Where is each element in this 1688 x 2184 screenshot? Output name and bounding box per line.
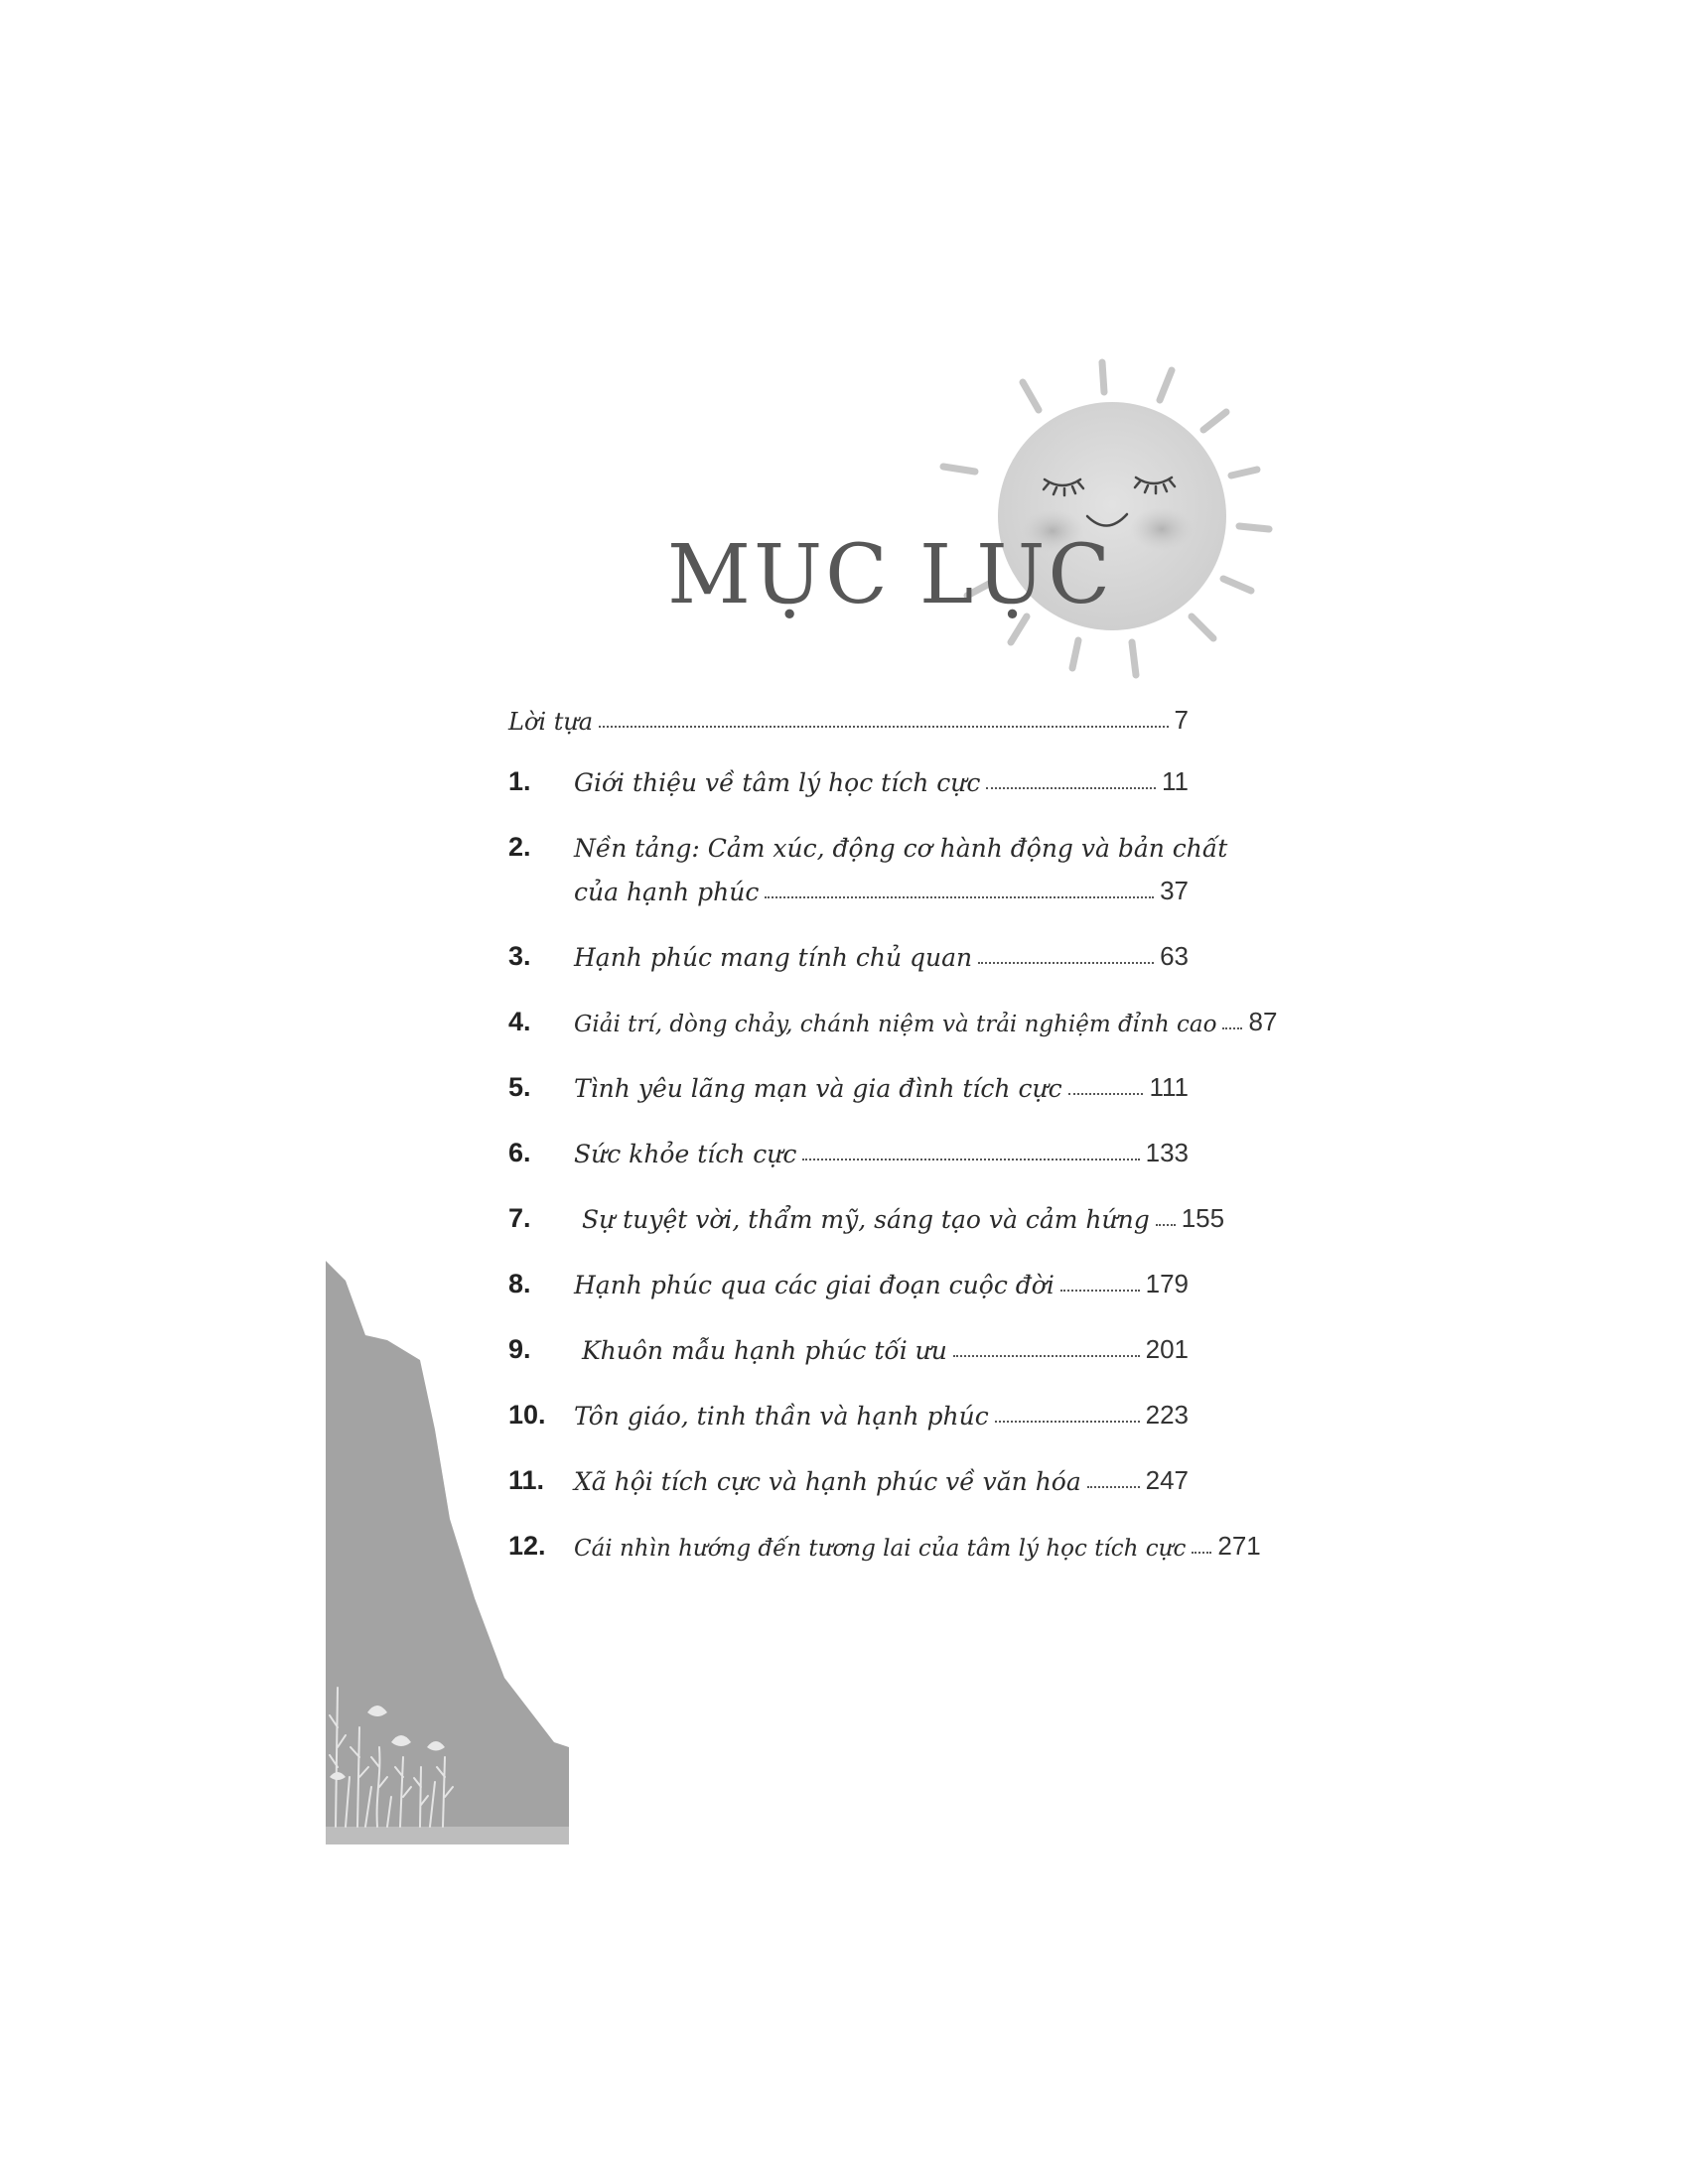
- toc-entry-4[interactable]: [508, 994, 1278, 1037]
- dot-leader: [802, 1159, 1139, 1160]
- dot-leader: [1222, 1027, 1242, 1029]
- smiling-sun-icon: [923, 352, 1301, 700]
- toc-entry-10[interactable]: [508, 1387, 1189, 1431]
- toc-entry-number: 10.: [508, 1400, 546, 1430]
- toc-entry-title: Hạnh phúc qua các giai đoạn cuộc đời: [574, 1271, 1055, 1299]
- dot-leader: [765, 896, 1154, 898]
- toc-entry-title: Khuôn mẫu hạnh phúc tối ưu: [582, 1336, 947, 1365]
- toc-entry-title: Nền tảng: Cảm xúc, động cơ hành động và bản chất: [574, 834, 1228, 863]
- dot-leader: [1060, 1290, 1140, 1292]
- dot-leader: [599, 726, 1168, 728]
- toc-entry-8[interactable]: [508, 1256, 1189, 1299]
- toc-entry-title: Giải trí, dòng chảy, chánh niệm và trải nghiệm đỉnh cao: [574, 1012, 1217, 1037]
- toc-entry-number: 6.: [508, 1138, 531, 1167]
- toc-entry-page: 37: [1160, 876, 1189, 905]
- toc-entry-number: 3.: [508, 941, 531, 971]
- toc-entry-page: 133: [1145, 1138, 1189, 1167]
- toc-entry-number: 7.: [508, 1203, 531, 1233]
- toc-entry-title: Cái nhìn hướng đến tương lai của tâm lý học tích cực: [574, 1536, 1187, 1562]
- toc-entry-title: Hạnh phúc mang tính chủ quan: [574, 943, 973, 972]
- toc-entry-1[interactable]: [508, 753, 1189, 797]
- toc-entry-title-continued: của hạnh phúc: [574, 878, 760, 906]
- toc-entry-title: Lời tựa: [508, 708, 594, 736]
- toc-entry-title: Sự tuyệt vời, thẩm mỹ, sáng tạo và cảm hứng: [582, 1205, 1150, 1234]
- toc-entry-page: 111: [1149, 1072, 1189, 1102]
- toc-entry-page: 271: [1217, 1531, 1261, 1561]
- toc-entry-11[interactable]: [508, 1452, 1189, 1496]
- dot-leader: [986, 787, 1156, 789]
- toc-entry-page: 63: [1160, 941, 1189, 971]
- dot-leader: [995, 1421, 1140, 1423]
- toc-entry-7[interactable]: [508, 1190, 1225, 1234]
- page-title: MỤC LỤC: [667, 528, 1114, 622]
- toc-entry-5[interactable]: [508, 1059, 1189, 1103]
- toc-entry-2[interactable]: [508, 819, 1228, 906]
- toc-entry-12[interactable]: [508, 1518, 1261, 1562]
- table-of-contents: [508, 690, 1278, 1562]
- toc-entry-9[interactable]: [508, 1321, 1189, 1365]
- toc-entry-title: Giới thiệu về tâm lý học tích cực: [574, 768, 981, 797]
- toc-entry-number: 4.: [508, 1007, 531, 1036]
- toc-entry-number: 9.: [508, 1334, 531, 1364]
- dot-leader: [1192, 1552, 1211, 1554]
- toc-entry-page: 179: [1145, 1269, 1189, 1298]
- toc-entry-page: 87: [1248, 1007, 1278, 1036]
- toc-entry-number: 1.: [508, 766, 531, 796]
- toc-entry-page: 201: [1145, 1334, 1189, 1364]
- toc-entry-number: 12.: [508, 1531, 546, 1561]
- dot-leader: [978, 962, 1154, 964]
- toc-entry-title: Xã hội tích cực và hạnh phúc về văn hóa: [574, 1467, 1081, 1496]
- dot-leader: [1087, 1486, 1140, 1488]
- dot-leader: [1068, 1093, 1144, 1095]
- dot-leader: [1156, 1224, 1176, 1226]
- toc-entry-page: 7: [1174, 705, 1189, 735]
- toc-entry-preface[interactable]: [508, 690, 1189, 736]
- toc-entry-number: 8.: [508, 1269, 531, 1298]
- toc-entry-page: 11: [1162, 766, 1189, 796]
- toc-entry-title: Tôn giáo, tinh thần và hạnh phúc: [574, 1402, 989, 1431]
- toc-entry-3[interactable]: [508, 928, 1189, 972]
- dot-leader: [953, 1355, 1140, 1357]
- toc-entry-number: 5.: [508, 1072, 531, 1102]
- toc-entry-title: Sức khỏe tích cực: [574, 1140, 797, 1168]
- toc-entry-number: 2.: [508, 832, 531, 862]
- toc-entry-page: 155: [1181, 1203, 1225, 1233]
- toc-entry-6[interactable]: [508, 1125, 1189, 1168]
- toc-entry-number: 11.: [508, 1465, 545, 1495]
- toc-entry-title: Tình yêu lãng mạn và gia đình tích cực: [574, 1074, 1062, 1103]
- toc-entry-page: 223: [1145, 1400, 1189, 1430]
- toc-entry-page: 247: [1145, 1465, 1189, 1495]
